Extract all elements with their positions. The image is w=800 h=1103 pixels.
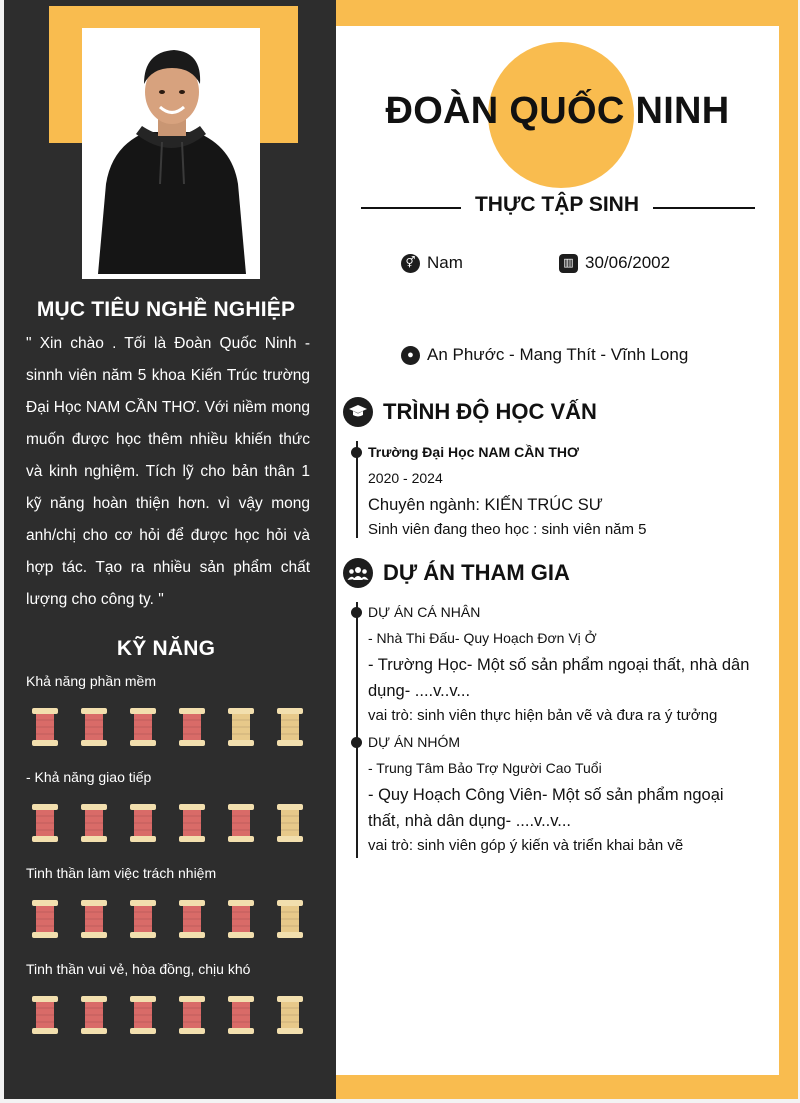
- group-icon: [343, 558, 373, 588]
- thread-spool-icon: [79, 900, 109, 938]
- skill-rating: [30, 900, 310, 940]
- thread-spool-icon: [275, 900, 305, 938]
- objective-text: " Xin chào . Tối là Đoàn Quốc Ninh - sinnh viên năm 5 khoa Kiến Trúc trường Đại Học NAM CẦN THƠ. Với niềm mong muốn được học thêm nhiều khiến thức và kinh nghiệm. Tích lỹ cho bản thân 1 kỹ năng hoàn thiện hơn. vì vậy mong anh/chị cho cơ hỏi để được học hỏi và hợp tác. Tạo ra nhiều sản phẩm chất lượng cho công ty. ": [26, 335, 310, 608]
- projects-heading: [343, 558, 570, 588]
- thread-spool-icon: [30, 900, 60, 938]
- study-years: 2020 - 2024: [368, 470, 443, 486]
- profile-photo: [88, 34, 254, 274]
- thread-spool-icon: [177, 900, 207, 938]
- gender-icon: ⚥: [401, 254, 420, 273]
- candidate-name: ĐOÀN QUỐC NINH: [385, 90, 730, 132]
- thread-spool-icon: [275, 996, 305, 1034]
- thread-spool-icon: [30, 996, 60, 1034]
- project-item: - Quy Hoạch Công Viên- Một số sản phẩm ngoại thất, nhà dân dụng- ....v..v...: [368, 786, 724, 830]
- skill-rating: [30, 708, 310, 748]
- thread-spool-icon: [128, 996, 158, 1034]
- location-pin-icon: ●: [401, 346, 420, 365]
- timeline-dot: [351, 607, 362, 618]
- thread-spool-icon: [275, 804, 305, 842]
- thread-spool-icon: [128, 900, 158, 938]
- address-info: [401, 345, 688, 365]
- education-heading: [343, 397, 597, 427]
- address-value: An Phước - Mang Thít - Vĩnh Long: [427, 345, 689, 364]
- job-title: THỰC TẬP SINH: [474, 193, 640, 216]
- skill-label: Khả năng phần mềm: [26, 673, 156, 689]
- skill-label: Tinh thần vui vẻ, hòa đồng, chịu khó: [26, 961, 251, 977]
- graduation-cap-icon: [343, 397, 373, 427]
- skill-rating: [30, 996, 310, 1036]
- thread-spool-icon: [30, 708, 60, 746]
- skills-title: KỸ NĂNG: [116, 637, 216, 660]
- role-divider-right: [653, 207, 755, 209]
- school-name: Trường Đại Học NAM CẦN THƠ: [368, 444, 579, 460]
- birthdate-info: [559, 253, 670, 273]
- project-item: - Trường Học- Một số sản phẩm ngoại thất, nhà dân dụng- ....v..v...: [368, 656, 750, 700]
- thread-spool-icon: [30, 804, 60, 842]
- objective-title: MỤC TIÊU NGHỀ NGHIỆP: [36, 298, 296, 321]
- personal-projects-heading: DỰ ÁN CÁ NHÂN: [368, 604, 481, 620]
- timeline-dot: [351, 737, 362, 748]
- thread-spool-icon: [79, 708, 109, 746]
- project-item: - Trung Tâm Bảo Trợ Người Cao Tuổi: [368, 760, 602, 776]
- group-projects-heading: DỰ ÁN NHÓM: [368, 734, 461, 750]
- education-title: TRÌNH ĐỘ HỌC VẤN: [383, 399, 597, 424]
- project-role: vai trò: sinh viên thực hiện bản vẽ và đưa ra ý tưởng: [368, 707, 718, 724]
- thread-spool-icon: [128, 804, 158, 842]
- birthdate-value: 30/06/2002: [585, 253, 671, 272]
- project-item: - Nhà Thi Đấu- Quy Hoạch Đơn Vị Ở: [368, 630, 597, 646]
- thread-spool-icon: [226, 804, 256, 842]
- thread-spool-icon: [226, 996, 256, 1034]
- major: Chuyên ngành: KIẾN TRÚC SƯ: [368, 496, 603, 514]
- thread-spool-icon: [226, 900, 256, 938]
- thread-spool-icon: [79, 996, 109, 1034]
- thread-spool-icon: [128, 708, 158, 746]
- thread-spool-icon: [226, 708, 256, 746]
- projects-timeline: [356, 602, 358, 858]
- timeline-dot: [351, 447, 362, 458]
- thread-spool-icon: [177, 804, 207, 842]
- thread-spool-icon: [275, 708, 305, 746]
- skill-label: Tinh thần làm việc trách nhiệm: [26, 865, 217, 881]
- thread-spool-icon: [177, 708, 207, 746]
- study-status: Sinh viên đang theo học : sinh viên năm 5: [368, 521, 647, 538]
- projects-title: DỰ ÁN THAM GIA: [383, 560, 570, 585]
- gender-info: [401, 253, 463, 273]
- skill-rating: [30, 804, 310, 844]
- gender-value: Nam: [427, 253, 463, 272]
- cake-icon: ▥: [559, 254, 578, 273]
- thread-spool-icon: [79, 804, 109, 842]
- skill-label: - Khả năng giao tiếp: [26, 769, 152, 785]
- role-divider-left: [361, 207, 461, 209]
- project-role: vai trò: sinh viên góp ý kiến và triển khai bản vẽ: [368, 837, 684, 854]
- thread-spool-icon: [177, 996, 207, 1034]
